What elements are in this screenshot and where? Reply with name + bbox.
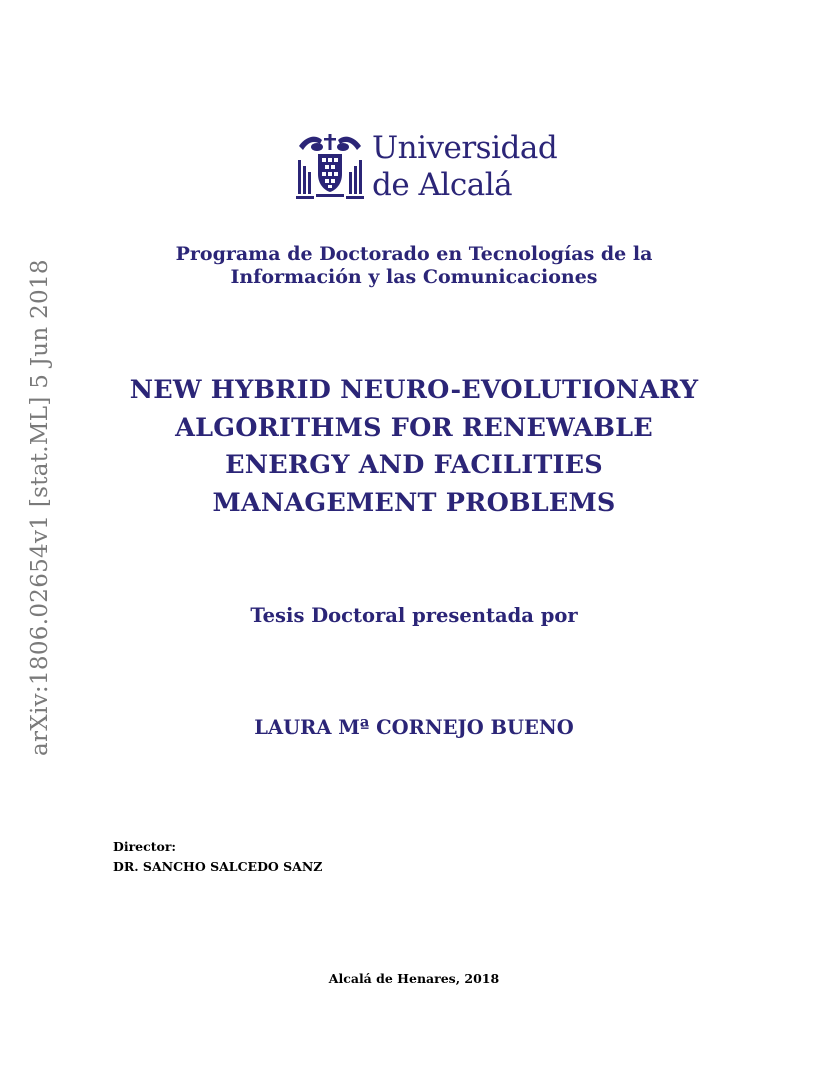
thesis-title — [0, 372, 828, 522]
university-crest-icon — [296, 130, 364, 206]
title-line2: ALGORITHMS FOR RENEWABLE — [175, 412, 653, 443]
presented-by: Tesis Doctoral presentada por — [250, 604, 578, 627]
doctoral-program — [0, 243, 828, 289]
university-logo — [296, 130, 556, 206]
director-name: DR. SANCHO SALCEDO SANZ — [113, 859, 323, 874]
director-label: Director: — [113, 839, 177, 854]
author-name: LAURA Mª CORNEJO BUENO — [254, 716, 574, 739]
title-line1: NEW HYBRID NEURO-EVOLUTIONARY — [129, 375, 699, 405]
title-line3: ENERGY AND FACILITIES — [225, 450, 603, 480]
title-line4: MANAGEMENT PROBLEMS — [212, 487, 616, 518]
university-name-line1: Universidad — [372, 130, 558, 166]
place-date: Alcalá de Henares, 2018 — [328, 971, 500, 986]
university-wordmark — [372, 130, 557, 204]
program-line2: Información y las Comunicaciones — [230, 266, 598, 288]
arxiv-stamp: arXiv:1806.02654v1 [stat.ML] 5 Jun 2018 — [27, 259, 53, 756]
program-line1: Programa de Doctorado en Tecnologías de la — [175, 243, 653, 265]
university-name-line2: de Alcalá — [372, 167, 513, 203]
